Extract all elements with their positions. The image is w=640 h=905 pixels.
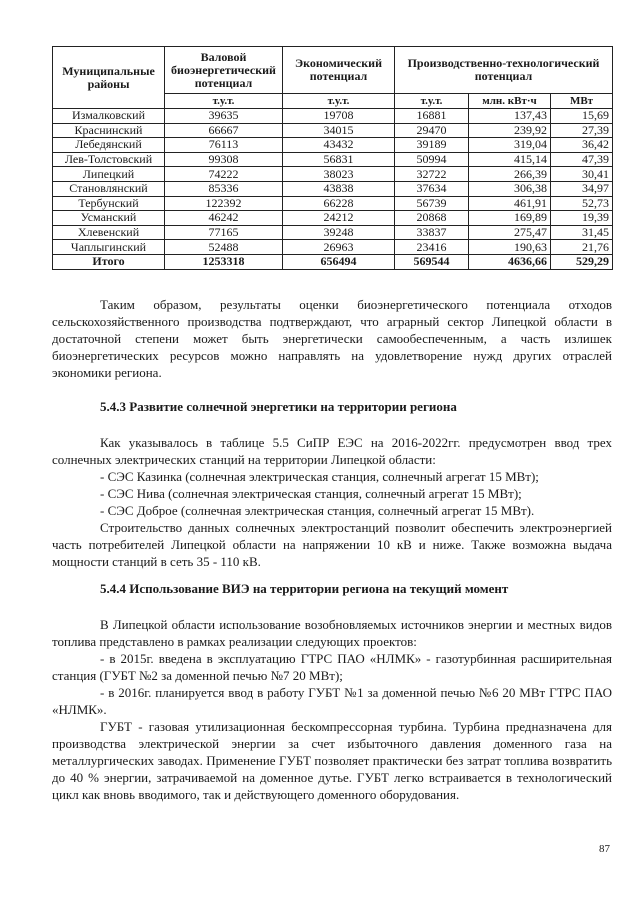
value-cell: 137,43 xyxy=(469,109,551,124)
value-cell: 569544 xyxy=(395,254,469,269)
value-cell: 52488 xyxy=(165,240,283,255)
table-header-row xyxy=(53,47,613,94)
bioenergy-potential-table xyxy=(52,46,613,270)
solar-item: - СЭС Доброе (солнечная электрическая станция, солнечный агрегат 15 МВт). xyxy=(100,503,535,518)
unit-economic: т.у.т. xyxy=(283,94,395,109)
value-cell: 47,39 xyxy=(551,152,613,167)
table-row xyxy=(53,167,613,182)
value-cell: 169,89 xyxy=(469,211,551,226)
conclusion-paragraph: Таким образом, результаты оценки биоэнергетического потенциала отходов сельскохозяйственного производства подтверждают, что аграрный сектор Липецкой области в достаточной степени может быть энергетически самообеспеченным, а часть излишек биоэнергетических ресурсов можно направлять на удовлетворение нужд других отраслей экономики региона. xyxy=(52,297,612,380)
header-production: Производственно-технологический потенциал xyxy=(395,47,613,94)
value-cell: 50994 xyxy=(395,152,469,167)
district-cell: Липецкий xyxy=(53,167,165,182)
district-cell: Измалковский xyxy=(53,109,165,124)
conclusion-paragraph-block xyxy=(52,296,612,381)
solar-item: - СЭС Казинка (солнечная электрическая станция, солнечный агрегат 15 МВт); xyxy=(100,469,539,484)
value-cell: 26963 xyxy=(283,240,395,255)
value-cell: 36,42 xyxy=(551,138,613,153)
value-cell: 1253318 xyxy=(165,254,283,269)
unit-gross: т.у.т. xyxy=(165,94,283,109)
value-cell: 24212 xyxy=(283,211,395,226)
solar-item: - СЭС Нива (солнечная электрическая станция, солнечный агрегат 15 МВт); xyxy=(100,486,522,501)
value-cell: 77165 xyxy=(165,225,283,240)
solar-intro-paragraph: Как указывалось в таблице 5.5 СиПР ЕЭС на 2016-2022гг. предусмотрен ввод трех солнечных электрических станций на территории Липецкой области: xyxy=(52,435,612,467)
value-cell: 31,45 xyxy=(551,225,613,240)
value-cell: 43838 xyxy=(283,181,395,196)
value-cell: 461,91 xyxy=(469,196,551,211)
value-cell: 56831 xyxy=(283,152,395,167)
unit-production-tut: т.у.т. xyxy=(395,94,469,109)
value-cell: 74222 xyxy=(165,167,283,182)
gubt-paragraph: ГУБТ - газовая утилизационная бескомпрессорная турбина. Турбина предназначена для производства электрической энергии за счет избыточного давления доменного газа на металлургических заводах. Применение ГУБТ позволяет практически без затрат топлива возвратить до 40 % энергии, затрачиваемой на доменное дутье. ГУБТ легко встраивается в технологический цикл как вновь вводимого, так и действующего доменного оборудования. xyxy=(52,719,612,802)
table-body xyxy=(53,109,613,270)
value-cell: 19,39 xyxy=(551,211,613,226)
district-cell: Хлевенский xyxy=(53,225,165,240)
value-cell: 66667 xyxy=(165,123,283,138)
district-cell: Становлянский xyxy=(53,181,165,196)
district-cell: Краснинский xyxy=(53,123,165,138)
value-cell: 30,41 xyxy=(551,167,613,182)
value-cell: 239,92 xyxy=(469,123,551,138)
value-cell: 52,73 xyxy=(551,196,613,211)
value-cell: 46242 xyxy=(165,211,283,226)
header-district: Муниципальные районы xyxy=(53,47,165,109)
solar-section-block xyxy=(52,434,612,570)
value-cell: 56739 xyxy=(395,196,469,211)
header-economic: Экономический потенциал xyxy=(283,47,395,94)
value-cell: 21,76 xyxy=(551,240,613,255)
value-cell: 39248 xyxy=(283,225,395,240)
table-row xyxy=(53,138,613,153)
table-total-row xyxy=(53,254,613,269)
district-cell: Чаплыгинский xyxy=(53,240,165,255)
value-cell: 23416 xyxy=(395,240,469,255)
table-row xyxy=(53,152,613,167)
value-cell: 34,97 xyxy=(551,181,613,196)
unit-production-energy: млн. кВт·ч xyxy=(469,94,551,109)
district-cell: Тербунский xyxy=(53,196,165,211)
value-cell: 16881 xyxy=(395,109,469,124)
value-cell: 38023 xyxy=(283,167,395,182)
project-item: - в 2015г. введена в эксплуатацию ГТРС ПАО «НЛМК» - газотурбинная расширительная станция (ГУБТ №2 за доменной печью №7 20 МВт); xyxy=(52,651,612,683)
table-row xyxy=(53,240,613,255)
value-cell: 34015 xyxy=(283,123,395,138)
res-section-block xyxy=(52,616,612,803)
value-cell: 43432 xyxy=(283,138,395,153)
value-cell: 29470 xyxy=(395,123,469,138)
value-cell: 20868 xyxy=(395,211,469,226)
unit-production-power: МВт xyxy=(551,94,613,109)
value-cell: 37634 xyxy=(395,181,469,196)
value-cell: 66228 xyxy=(283,196,395,211)
project-item: - в 2016г. планируется ввод в работу ГУБТ №1 за доменной печью №6 20 МВт ГТРС ПАО «НЛМК». xyxy=(52,685,612,717)
district-cell: Итого xyxy=(53,254,165,269)
res-intro-paragraph: В Липецкой области использование возобновляемых источников энергии и местных видов топлива представлено в рамках реализации следующих проектов: xyxy=(52,617,612,649)
table-row xyxy=(53,196,613,211)
section-heading-solar: 5.4.3 Развитие солнечной энергетики на территории региона xyxy=(100,399,457,414)
value-cell: 76113 xyxy=(165,138,283,153)
value-cell: 4636,66 xyxy=(469,254,551,269)
table-row xyxy=(53,225,613,240)
district-cell: Усманский xyxy=(53,211,165,226)
solar-conclusion-paragraph: Строительство данных солнечных электростанций позволит обеспечить электроэнергией часть потребителей Липецкой области на напряжении 10 кВ и ниже. Также возможна выдача мощности станций в сеть 35 - 110 кВ. xyxy=(52,520,612,569)
value-cell: 656494 xyxy=(283,254,395,269)
value-cell: 33837 xyxy=(395,225,469,240)
table-row xyxy=(53,211,613,226)
value-cell: 39635 xyxy=(165,109,283,124)
value-cell: 85336 xyxy=(165,181,283,196)
value-cell: 415,14 xyxy=(469,152,551,167)
value-cell: 19708 xyxy=(283,109,395,124)
value-cell: 306,38 xyxy=(469,181,551,196)
table-row xyxy=(53,109,613,124)
value-cell: 319,04 xyxy=(469,138,551,153)
value-cell: 122392 xyxy=(165,196,283,211)
page-number: 87 xyxy=(599,843,610,855)
header-gross: Валовой биоэнергетический потенциал xyxy=(165,47,283,94)
value-cell: 39189 xyxy=(395,138,469,153)
district-cell: Лебедянский xyxy=(53,138,165,153)
district-cell: Лев-Толстовский xyxy=(53,152,165,167)
value-cell: 266,39 xyxy=(469,167,551,182)
value-cell: 190,63 xyxy=(469,240,551,255)
table-row xyxy=(53,123,613,138)
table-row xyxy=(53,181,613,196)
value-cell: 529,29 xyxy=(551,254,613,269)
value-cell: 32722 xyxy=(395,167,469,182)
value-cell: 275,47 xyxy=(469,225,551,240)
value-cell: 15,69 xyxy=(551,109,613,124)
value-cell: 99308 xyxy=(165,152,283,167)
section-heading-res: 5.4.4 Использование ВИЭ на территории региона на текущий момент xyxy=(100,581,509,596)
value-cell: 27,39 xyxy=(551,123,613,138)
